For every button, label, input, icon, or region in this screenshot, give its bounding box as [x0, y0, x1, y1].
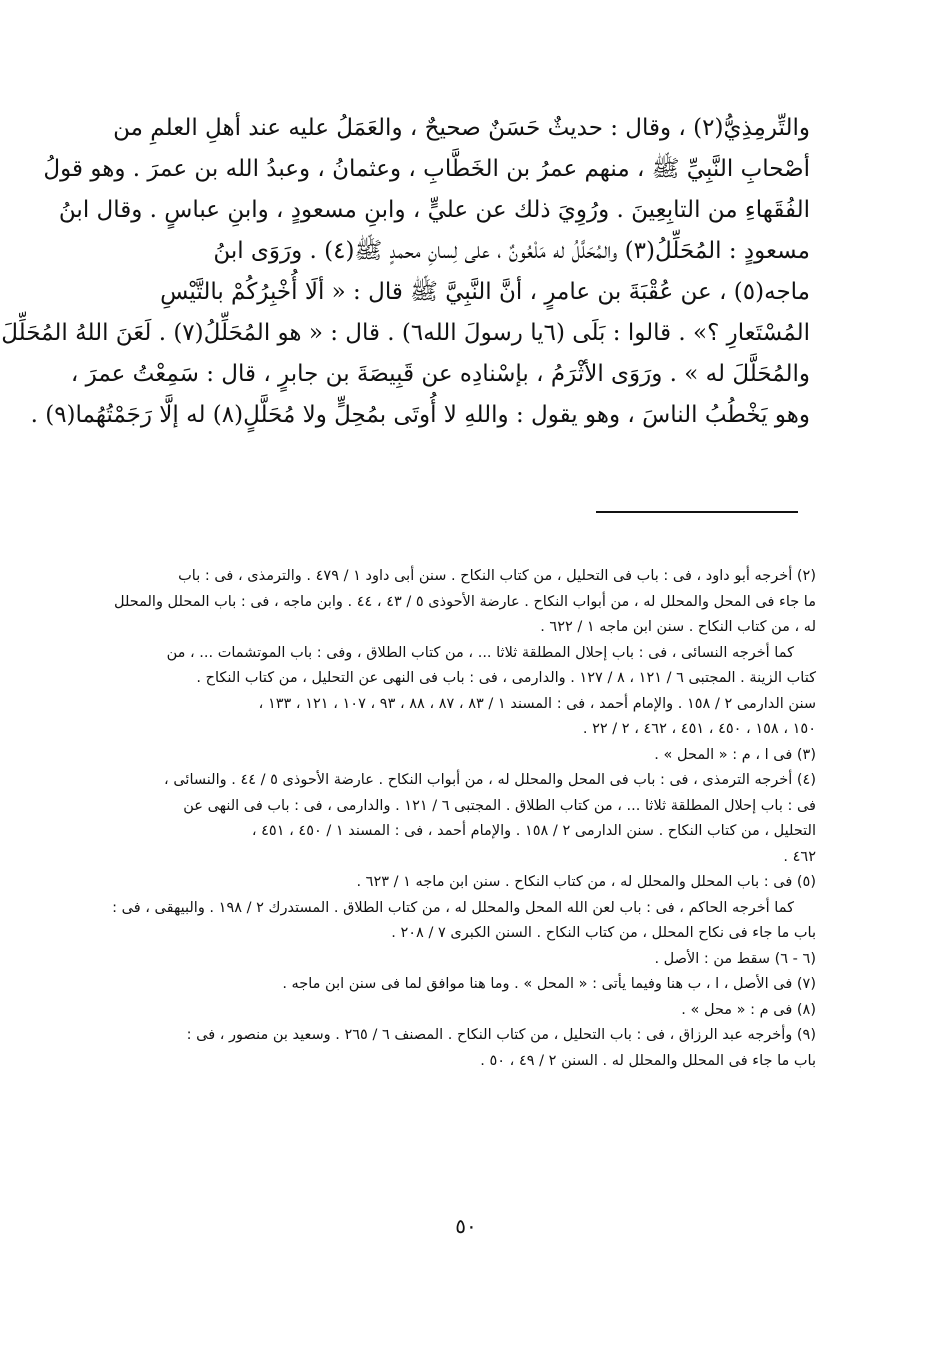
footnote-line: ١٥٠ ، ١٥٨ ، ٤٥٠ ، ٤٥١ ، ٤٦٢ ، ٢ / ٢٢ .	[582, 721, 816, 737]
page-number: ٥٠	[455, 1214, 477, 1238]
footnote-line: له ، من كتاب النكاح . سنن ابن ماجه ١ / ٦٢٢ .	[540, 619, 816, 635]
main-text-line: أصْحابِ النَّبِيِّ ﷺ ، منهم عمرُ بن الخَطَّابِ ، وعثمانُ ، وعبدُ الله بن عمرَ . وهو قولُ	[43, 156, 810, 182]
footnote-line: (٥) فى : باب المحلل والمحلل له ، من كتاب النكاح . سنن ابن ماجه ١ / ٦٢٣ .	[356, 874, 816, 890]
footnote-line: كتاب الزينة . المجتبى ٦ / ١٢١ ، ٨ / ١٢٧ . والدارمى ، فى : باب فى النهى عن التحليل ، من كتاب النكاح .	[196, 670, 816, 686]
footnote-line: (٤) أخرجه الترمذى ، فى : باب فى المحل والمحلل له ، من أبواب النكاح . عارضة الأحوذى ٥ / ٤٤ . والنسائى ،	[164, 772, 816, 788]
footnote-line: ما جاء فى المحل والمحلل له ، من أبواب النكاح . عارضة الأحوذى ٥ / ٤٣ ، ٤٤ . وابن ماجه ، فى : باب المحلل والمحلل	[113, 593, 816, 610]
footnote-line: (٢) أخرجه أبو داود ، فى : باب فى التحليل ، من كتاب النكاح . سنن أبى داود ١ / ٤٧٩ . والترمذى ، فى : باب	[178, 568, 816, 584]
footnote-divider	[596, 511, 798, 513]
main-text-line: والتِّرمِذِيُّ(٢) ، وقال : حديثٌ حَسَنٌ صحيحٌ ، والعَمَلُ عليه عند أهلِ العلمِ من	[113, 115, 810, 141]
main-text-line: وهو يَخْطُبُ الناسَ ، وهو يقول : واللهِ لا أُوتَى بمُحِلٍّ ولا مُحَلَّلٍ(٨) له إلَّا رَجَمْتُهُما(٩) .	[30, 402, 810, 428]
footnote-line: (٣) فى ا ، م : « المحل » .	[654, 746, 816, 763]
footnote-line: (٨) فى م : « محل » .	[681, 1001, 816, 1018]
footnote-line: كما أخرجه النسائى ، فى : باب إحلال المطلقة ثلاثا ... ، من كتاب الطلاق ، وفى : باب الموتشمات ... ، من	[166, 644, 794, 661]
footnote-line: التحليل ، من كتاب النكاح . سنن الدارمى ٢ / ١٥٨ . والإمام أحمد ، فى : المسند ١ / ٤٥٠ ، ٤٥١ ،	[251, 823, 816, 839]
footnote-line: ٤٦٢ .	[783, 848, 816, 865]
footnote-line: (٩) وأخرجه عبد الرزاق ، فى : باب التحليل ، من كتاب النكاح . المصنف ٦ / ٢٦٥ . وسعيد بن منصور ، فى :	[186, 1027, 816, 1043]
footnote-line: باب ما جاء فى المحلل والمحلل له . السنن ٢ / ٤٩ ، ٥٠ .	[480, 1052, 816, 1069]
footnote-line: كما أخرجه الحاكم ، فى : باب لعن الله المحل والمحلل له ، من كتاب الطلاق . المستدرك ٢ / ١٩٨ . والبيهقى ، فى :	[112, 899, 794, 916]
footnotes-block	[112, 564, 816, 1074]
footnote-line: باب ما جاء فى نكاح المحلل ، من كتاب النكاح . السنن الكبرى ٧ / ٢٠٨ .	[391, 925, 816, 941]
main-text-line: المُسْتَعارِ ؟» . قالوا : بَلَى (٦يا رسولَ الله٦) . قال : « هو المُحَلِّلُ(٧) . لَعَنَ اللهُ المُحَلِّلَ	[1, 320, 810, 346]
main-text-line: الفُقَهاءِ من التابِعِينَ . ورُوِيَ ذلك عن عليٍّ ، وابنِ مسعودٍ ، وابنِ عباسٍ . وقال ابنُ	[58, 197, 810, 223]
footnote-line: (٦ - ٦) سقط من : الأصل .	[654, 950, 816, 967]
main-text-line: ماجه(٥) ، عن عُقْبَةَ بن عامرٍ ، أنَّ النَّبِيَّ ﷺ قال : « ألَا أُخْبِرُكُمْ بالتَّيْسِ	[160, 279, 810, 305]
main-text-block	[1, 108, 810, 436]
footnote-line: سنن الدارمى ٢ / ١٥٨ . والإمام أحمد ، فى : المسند ١ / ٨٣ ، ٨٧ ، ٨٨ ، ٩٣ ، ١٠٧ ، ١٢١ ، ١٣٣ ،	[258, 695, 816, 712]
main-text-line: مسعودٍ : المُحَلِّلُ(٣) والمُحَلَّلُ له مَلْعُونٌ ، على لِسانِ محمدٍ ﷺ(٤) . ورَوَى ابنُ	[213, 238, 810, 264]
footnote-line: (٧) فى الأصل ، ا ، ب هنا وفيما يأتى : « المحل » . وما هنا موافق لما فى سنن ابن ماجه .	[282, 976, 816, 992]
main-text-line: والمُحَلَّلَ له » . ورَوَى الأثْرَمُ ، بإسْنادِه عن قَبِيصَةَ بن جابرٍ ، قال : سَمِعْتُ عمرَ ،	[70, 361, 810, 387]
footnote-line: فى : باب إحلال المطلقة ثلاثا ... ، من كتاب الطلاق . المجتبى ٦ / ١٢١ . والدارمى ، فى : باب فى النهى عن	[183, 797, 816, 814]
